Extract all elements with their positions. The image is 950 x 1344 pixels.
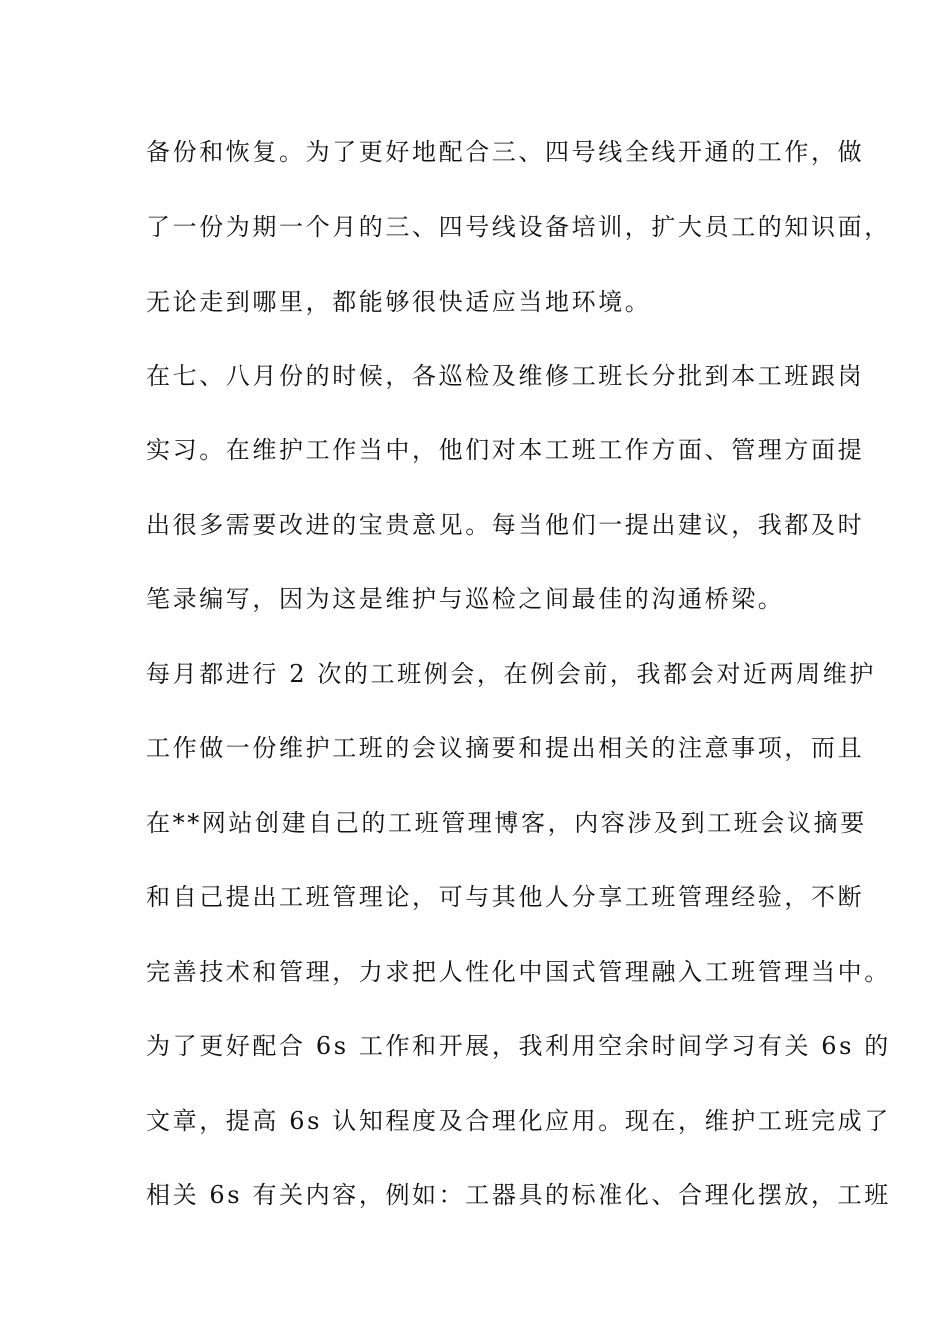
body-text-line: 和自己提出工班管理论，可与其他人分享工班管理经验，不断 [146, 883, 865, 911]
body-text-line: 文章，提高 6s 认知程度及合理化应用。现在，维护工班完成了 [146, 1107, 891, 1135]
body-text-line: 在**网站创建自己的工班管理博客，内容涉及到工班会议摘要 [146, 809, 867, 837]
body-text-line: 无论走到哪里，都能够很快适应当地环境。 [146, 288, 652, 316]
body-text-line: 为了更好配合 6s 工作和开展，我利用空余时间学习有关 6s 的 [146, 1032, 891, 1060]
body-text-line: 相关 6s 有关内容，例如：工器具的标准化、合理化摆放，工班 [146, 1181, 891, 1209]
body-text-line: 备份和恢复。为了更好地配合三、四号线全线开通的工作，做 [146, 138, 865, 166]
body-text-line: 出很多需要改进的宝贵意见。每当他们一提出建议，我都及时 [146, 511, 865, 539]
body-text-line: 每月都进行 2 次的工班例会，在例会前，我都会对近两周维护 [146, 660, 876, 688]
body-text-line: 笔录编写，因为这是维护与巡检之间最佳的沟通桥梁。 [146, 585, 785, 613]
body-text-line: 实习。在维护工作当中，他们对本工班工作方面、管理方面提 [146, 436, 865, 464]
body-text-line: 在七、八月份的时候，各巡检及维修工班长分批到本工班跟岗 [146, 362, 865, 390]
body-text-line: 工作做一份维护工班的会议摘要和提出相关的注意事项，而且 [146, 734, 865, 762]
body-text-line: 了一份为期一个月的三、四号线设备培训，扩大员工的知识面， [146, 213, 891, 241]
body-text-line: 完善技术和管理，力求把人性化中国式管理融入工班管理当中。 [146, 958, 891, 986]
